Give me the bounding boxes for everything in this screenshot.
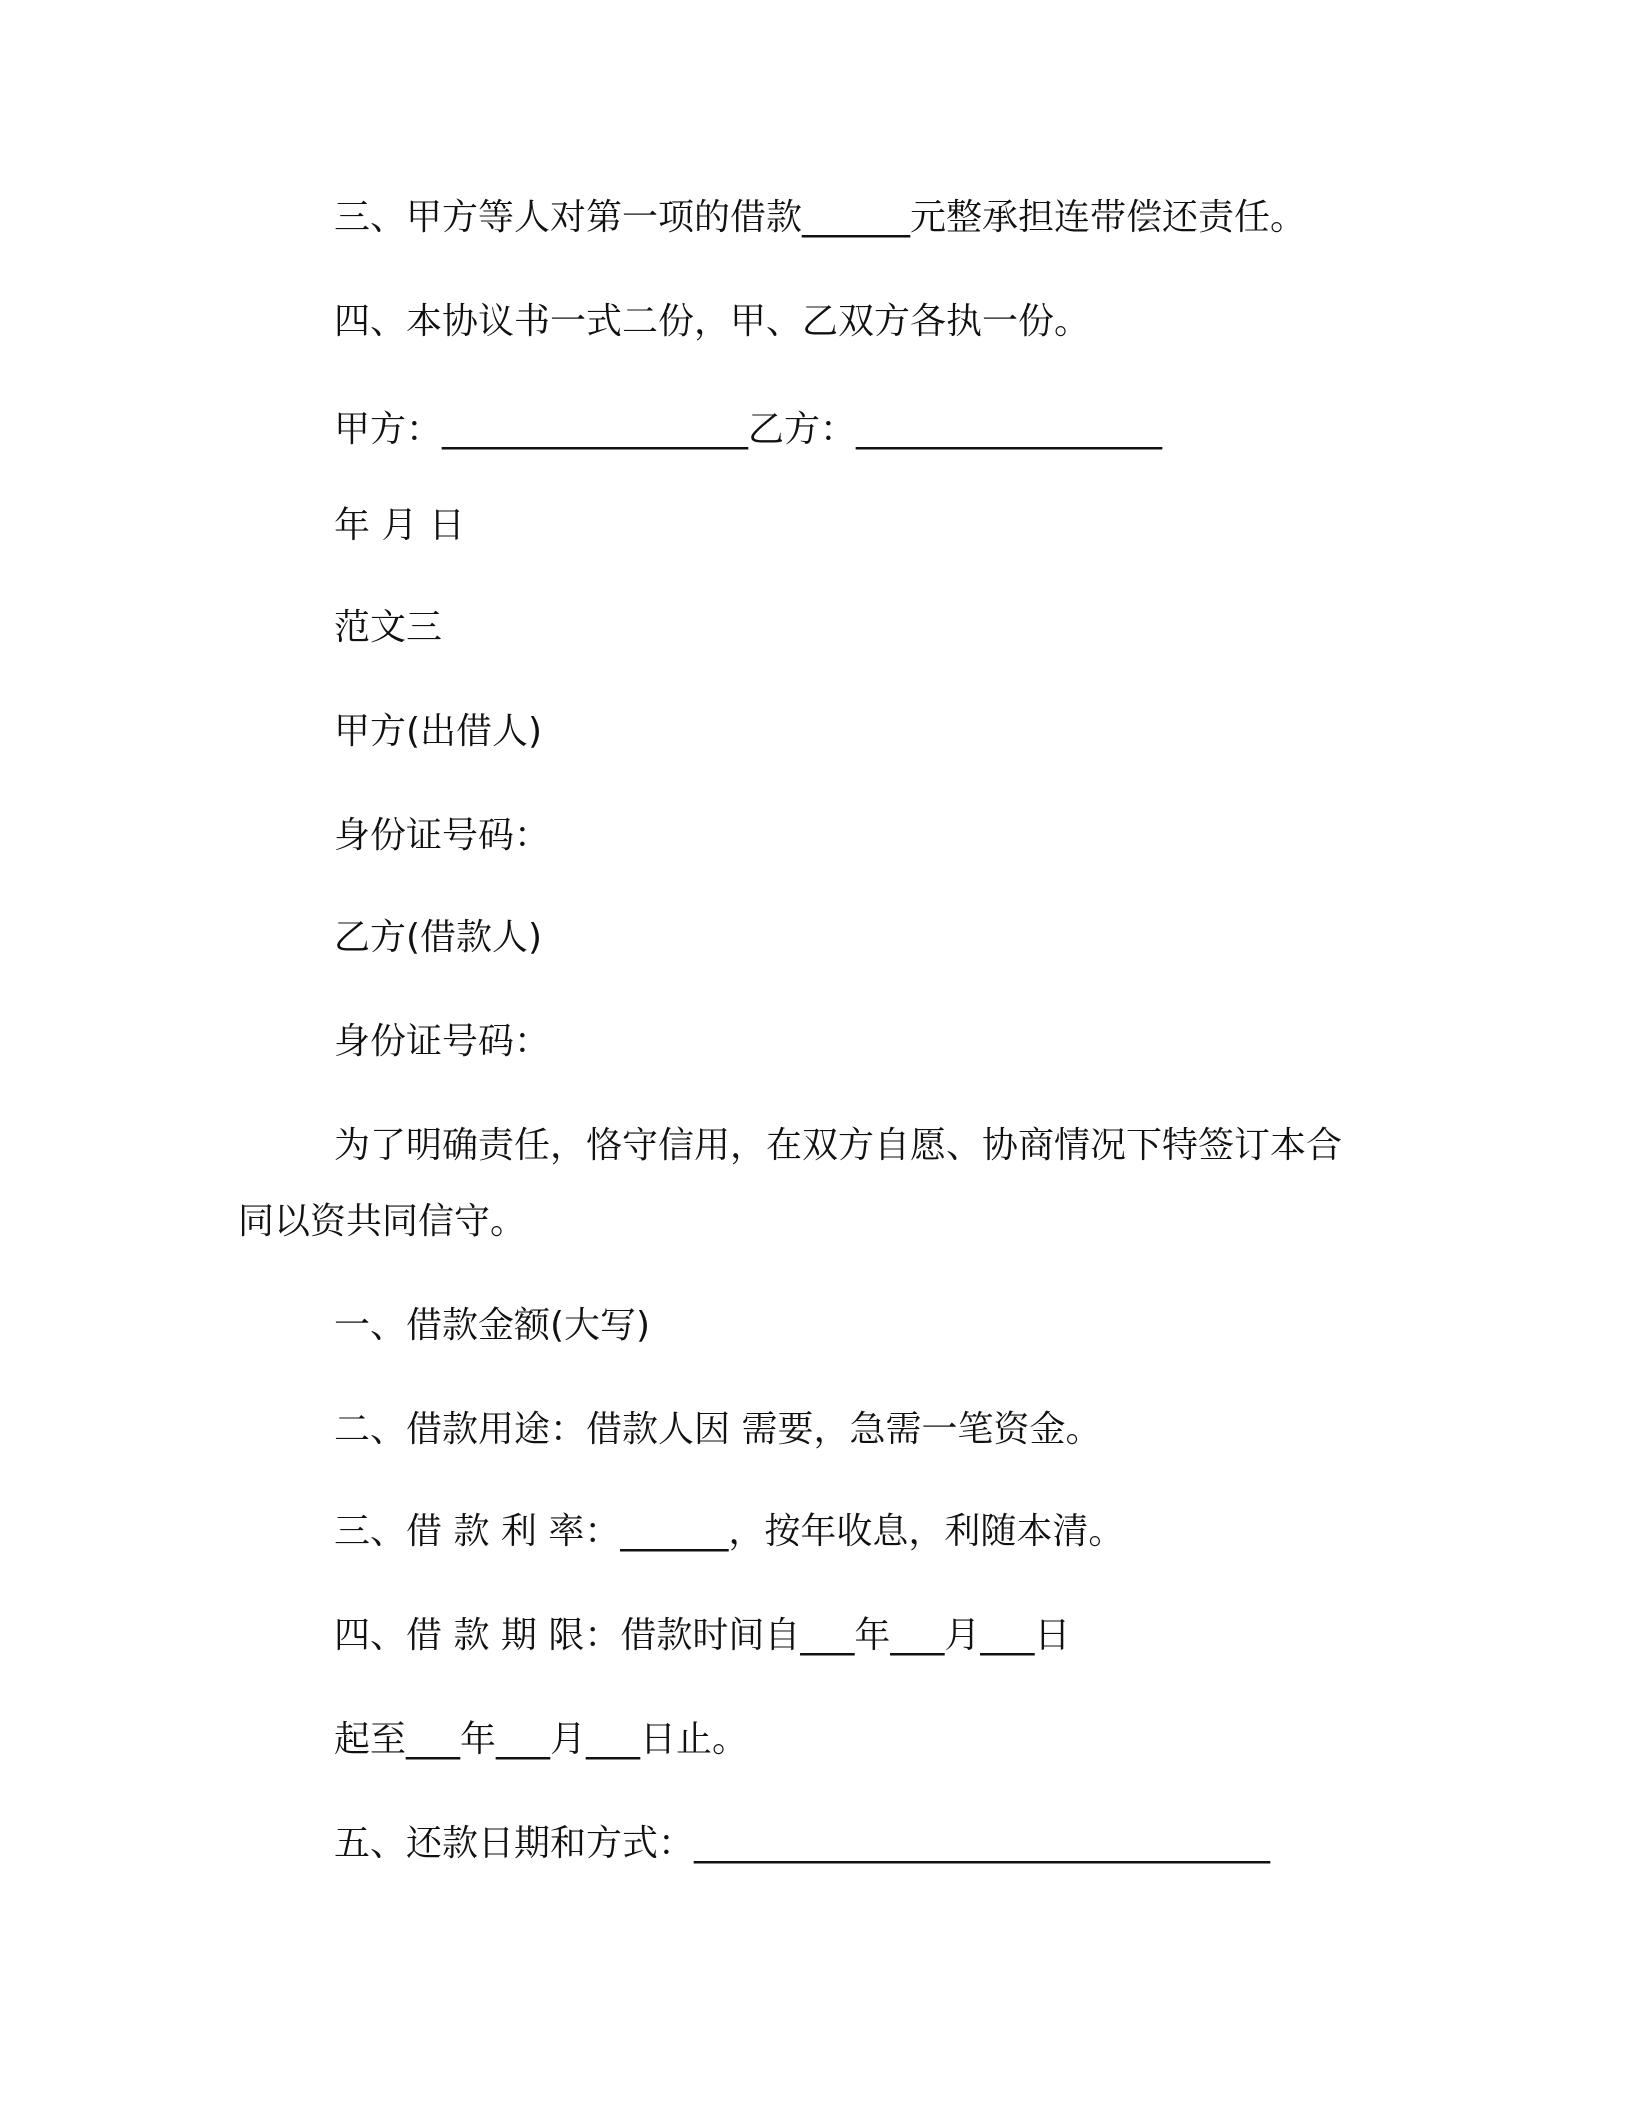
clause-3-interest-rate: 三、借 款 利 率：______，按年收息，利随本清。 bbox=[334, 1511, 1125, 1552]
date-line: 年 月 日 bbox=[334, 505, 465, 546]
clause-2-loan-purpose: 二、借款用途：借款人因 需要，急需一笔资金。 bbox=[334, 1409, 1102, 1450]
section-title-sample-three: 范文三 bbox=[334, 607, 443, 648]
preamble-line-1: 为了明确责任，恪守信用，在双方自愿、协商情况下特签订本合 bbox=[334, 1125, 1343, 1166]
signature-line-parties: 甲方：_________________乙方：_________________ bbox=[334, 409, 1163, 450]
clause-4-copies: 四、本协议书一式二份，甲、乙双方各执一份。 bbox=[334, 301, 1091, 342]
clause-4-loan-term: 四、借 款 期 限：借款时间自___年___月___日 bbox=[334, 1615, 1071, 1656]
party-a-lender-label: 甲方(出借人) bbox=[334, 711, 543, 752]
clause-1-loan-amount: 一、借款金额(大写) bbox=[334, 1305, 651, 1346]
clause-3-joint-liability: 三、甲方等人对第一项的借款______元整承担连带偿还责任。 bbox=[334, 197, 1307, 238]
party-b-id-number-label: 身份证号码： bbox=[334, 1021, 551, 1062]
clause-4-loan-term-end: 起至___年___月___日止。 bbox=[334, 1719, 749, 1760]
clause-5-repayment: 五、还款日期和方式：________________________________ bbox=[334, 1823, 1271, 1864]
party-a-id-number-label: 身份证号码： bbox=[334, 815, 551, 856]
party-b-borrower-label: 乙方(借款人) bbox=[334, 917, 543, 958]
preamble-line-2: 同以资共同信守。 bbox=[238, 1201, 527, 1242]
